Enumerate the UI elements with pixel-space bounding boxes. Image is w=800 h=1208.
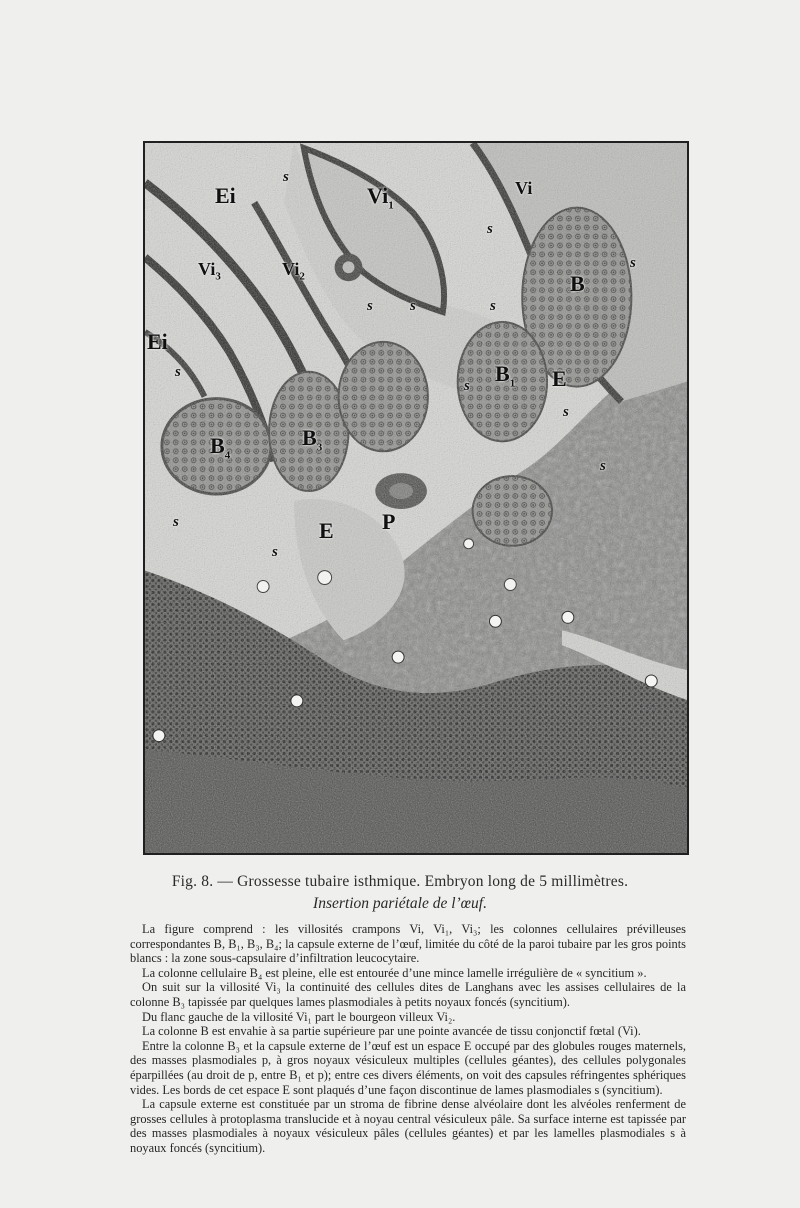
description-paragraph: Entre la colonne B₃ et la capsule externe de l’œuf est un espace E occupé par des globules rouges maternels, des masses plasmodiales p, à gros noyaux vésiculeux multiples (cellules géantes), des cellules polygonales éparpillées (au droit de p, entre B₁ et p); entre ces divers éléments, on voit des capsules réfringentes sphériques vides. Les bords de cet espace E sont plaqués d’une façon discontinue de lames plasmodiales s (syncitium). [130, 1038, 686, 1097]
label-ei-left: Ei [147, 329, 168, 354]
micrograph-image [145, 143, 687, 853]
label-s: s [464, 378, 470, 394]
figure-caption-title: Fig. 8. — Grossesse tubaire isthmique. Embryon long de 5 millimètres. [171, 873, 629, 890]
label-e-right: E [552, 366, 567, 391]
description-paragraph: La colonne cellulaire B₄ est pleine, elle est entourée d’une mince lamelle irrégulière de « syncitium ». [142, 965, 647, 980]
label-s: s [563, 404, 569, 420]
label-s: s [487, 221, 493, 237]
label-s: s [272, 544, 278, 560]
label-vi1: $Vi_1$ [367, 183, 394, 212]
description-paragraph: On suit sur la villosité Vi₃ la continuité des cellules dites de Langhans avec les assises cellulaires de la colonne B₃ tapissée par quelques lames plasmodiales à petits noyaux foncés (syncitium). [130, 980, 686, 1009]
label-vi2: $Vi_2$ [282, 259, 305, 283]
label-s: s [367, 298, 373, 314]
label-s: s [175, 364, 181, 380]
label-ei-top: Ei [215, 183, 236, 208]
label-b3: $B_3$ [302, 425, 323, 454]
label-b1: $B_1$ [495, 361, 516, 390]
label-s: s [283, 169, 289, 185]
label-s: s [490, 298, 496, 314]
label-vi-right: Vi [515, 178, 533, 198]
label-vi3: $Vi_3$ [198, 259, 221, 283]
label-s: s [410, 298, 416, 314]
figure-description [130, 922, 686, 1156]
description-paragraph: La colonne B est envahie à sa partie supérieure par une pointe avancée de tissu conjonctif fœtal (Vi). [142, 1024, 641, 1039]
label-s: s [600, 458, 606, 474]
label-b: B [570, 271, 585, 296]
label-e-center: E [319, 518, 334, 543]
description-paragraph: Du flanc gauche de la villosité Vi₁ part le bourgeon villeux Vi₂. [142, 1009, 456, 1024]
label-b4: $B_4$ [210, 433, 231, 462]
description-paragraph: La figure comprend : les villosités crampons Vi, Vi₁, Vi₃; les colonnes cellulaires prévilleuses correspondantes B, B₁, B₃, B₄; la capsule externe de l’œuf, limitée du côté de la paroi tubaire par les gros points blancs : la zone sous-capsulaire d’infiltration leucocytaire. [130, 922, 686, 966]
micrograph-figure [143, 141, 689, 855]
description-paragraph: La capsule externe est constituée par un stroma de fibrine dense alvéolaire dont les alvéoles renferment de grosses cellules à protoplasma translucide et à noyau central vésiculeux pâle. Sa surface interne est tapissée par des masses plasmodiales à noyaux vésiculeux pâles (cellules géantes) et par les lamelles plasmodiales s à noyaux foncés (syncitium). [130, 1097, 686, 1155]
figure-caption-subtitle: Insertion pariétale de l’œuf. [313, 895, 487, 912]
label-p: P [382, 509, 396, 534]
label-s: s [173, 514, 179, 530]
label-s: s [630, 255, 636, 271]
